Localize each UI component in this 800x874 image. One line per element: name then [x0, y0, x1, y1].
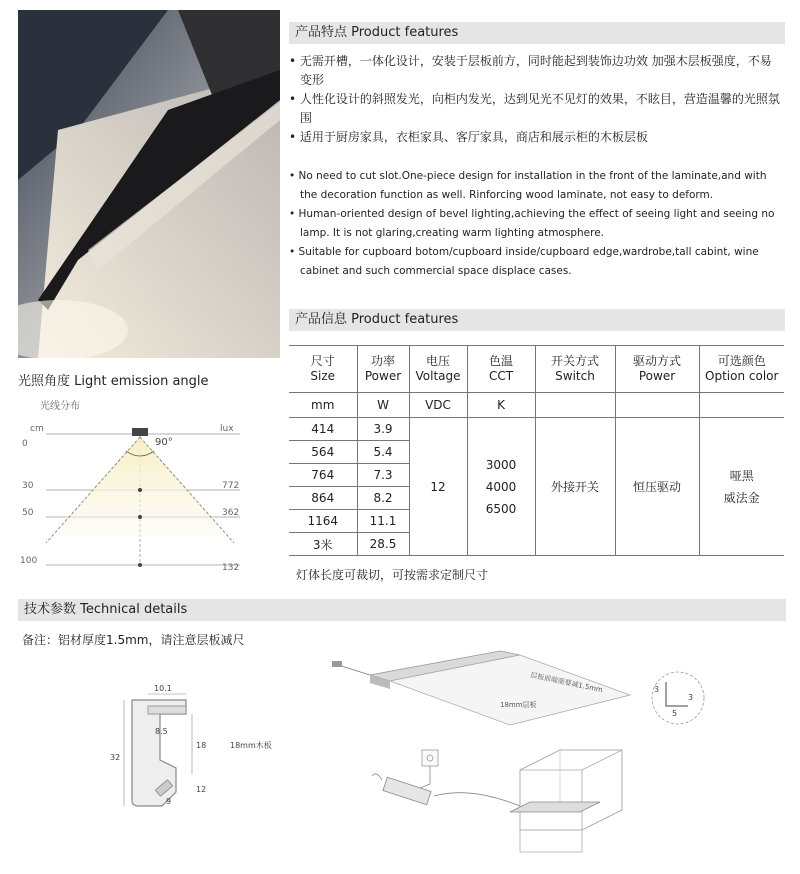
power-cell: 5.4 [357, 441, 409, 464]
spec-header-row [289, 346, 784, 393]
cct-cell: 3000 4000 6500 [467, 418, 535, 556]
board-label: 18mm木板 [230, 741, 272, 750]
cabinet-illustration [360, 740, 640, 860]
dim-bottom: 12 [196, 785, 207, 794]
header-switch: 开关方式 Switch [535, 346, 615, 393]
light-beam [48, 437, 232, 537]
lux-30: 772 [222, 481, 240, 491]
distance-0: 0 [22, 439, 28, 449]
detail-d1: 3 [654, 685, 660, 694]
profile-cross-section [110, 680, 310, 820]
unit-driver [615, 393, 699, 418]
detail-zoom-circle [648, 668, 708, 728]
header-voltage: 电压 Voltage [409, 346, 467, 393]
chart-label: 光线分布 [40, 401, 80, 412]
header-power: 功率 Power [357, 346, 409, 393]
table-row [289, 418, 784, 441]
power-cell: 3.9 [357, 418, 409, 441]
power-cell: 11.1 [357, 510, 409, 533]
spec-unit-row [289, 393, 784, 418]
info-title: 产品信息 Product features [289, 309, 785, 331]
unit-lux: lux [220, 424, 234, 434]
product-photo [18, 10, 280, 358]
technical-note: 备注：铝材厚度1.5mm，请注意层板减尺 [22, 633, 245, 647]
distance-50: 50 [22, 508, 34, 518]
unit-cm: cm [30, 424, 44, 434]
size-cell: 3米 [289, 533, 357, 556]
dim-inner: 8.5 [155, 727, 168, 736]
installation-illustration [330, 645, 660, 745]
unit-cct: K [467, 393, 535, 418]
feature-cn-3: • 适用于厨房家具，衣柜家具、客厅家具，商店和展示柜的木板层板 [289, 130, 648, 144]
detail-d2: 3 [688, 693, 694, 702]
dim-led: 9 [166, 797, 172, 806]
feature-cn-2: • 人性化设计的斜照发光，向柜内发光，达到见光不见灯的效果，不眩目，营造温馨的光照氛围 [289, 92, 780, 125]
size-cell: 764 [289, 464, 357, 487]
dim-width: 10.1 [154, 684, 172, 693]
table-note: 灯体长度可裁切，可按需求定制尺寸 [296, 568, 489, 582]
size-cell: 1164 [289, 510, 357, 533]
feature-en-2: • Human-oriented design of bevel lighting,achieving the effect of seeing light and seeing no lamp. It is not glaring,creating warm lighting atmosphere. [289, 208, 775, 239]
feature-en-3: • Suitable for cupboard botom/cupboard inside/cupboard edge,wardrobe,tall cabint, wine cabinet and such commercial space displace cases. [289, 246, 759, 277]
dim-board: 18 [196, 741, 207, 750]
unit-color [699, 393, 784, 418]
distance-30: 30 [22, 481, 34, 491]
board-18mm-label: 18mm层板 [500, 701, 537, 709]
product-photo-illustration [18, 10, 280, 358]
header-cct: 色温 CCT [467, 346, 535, 393]
unit-switch [535, 393, 615, 418]
size-cell: 864 [289, 487, 357, 510]
header-color: 可选颜色 Option color [699, 346, 784, 393]
features-title: 产品特点 Product features [289, 22, 785, 44]
feature-en-1: • No need to cut slot.One-piece design for installation in the front of the laminate,and with the decoration function as well. Rinforcing wood laminate, not easy to deform. [289, 170, 767, 201]
power-cell: 7.3 [357, 464, 409, 487]
size-cell: 414 [289, 418, 357, 441]
lux-100: 132 [222, 563, 240, 573]
lux-50: 362 [222, 508, 240, 518]
size-cell: 564 [289, 441, 357, 464]
header-size: 尺寸 Size [289, 346, 357, 393]
power-cell: 8.2 [357, 487, 409, 510]
color-cell: 哑黑 威法金 [699, 418, 784, 556]
detail-d3: 5 [672, 709, 678, 718]
unit-size: mm [289, 393, 357, 418]
driver-cell: 恒压驱动 [615, 418, 699, 556]
distance-100: 100 [20, 556, 38, 566]
features-en-list [289, 167, 784, 281]
unit-power: W [357, 393, 409, 418]
header-driver: 驱动方式 Power [615, 346, 699, 393]
spec-table [289, 345, 784, 556]
voltage-cell: 12 [409, 418, 467, 556]
features-cn-list [289, 52, 781, 147]
feature-cn-1: • 无需开槽，一体化设计，安装于层板前方，同时能起到装饰边功效 加强木层板强度，不易变形 [289, 54, 772, 87]
dim-height: 32 [110, 753, 121, 762]
emission-title: 光照角度 Light emission angle [18, 374, 209, 389]
switch-cell: 外接开关 [535, 418, 615, 556]
power-cell: 28.5 [357, 533, 409, 556]
led-fixture [132, 428, 148, 436]
technical-title: 技术参数 Technical details [18, 599, 786, 621]
light-distribution-diagram [18, 395, 280, 585]
unit-voltage: VDC [409, 393, 467, 418]
rail-label: 层板前端需要减1.5mm [529, 671, 604, 695]
angle-label: 90° [155, 437, 173, 448]
